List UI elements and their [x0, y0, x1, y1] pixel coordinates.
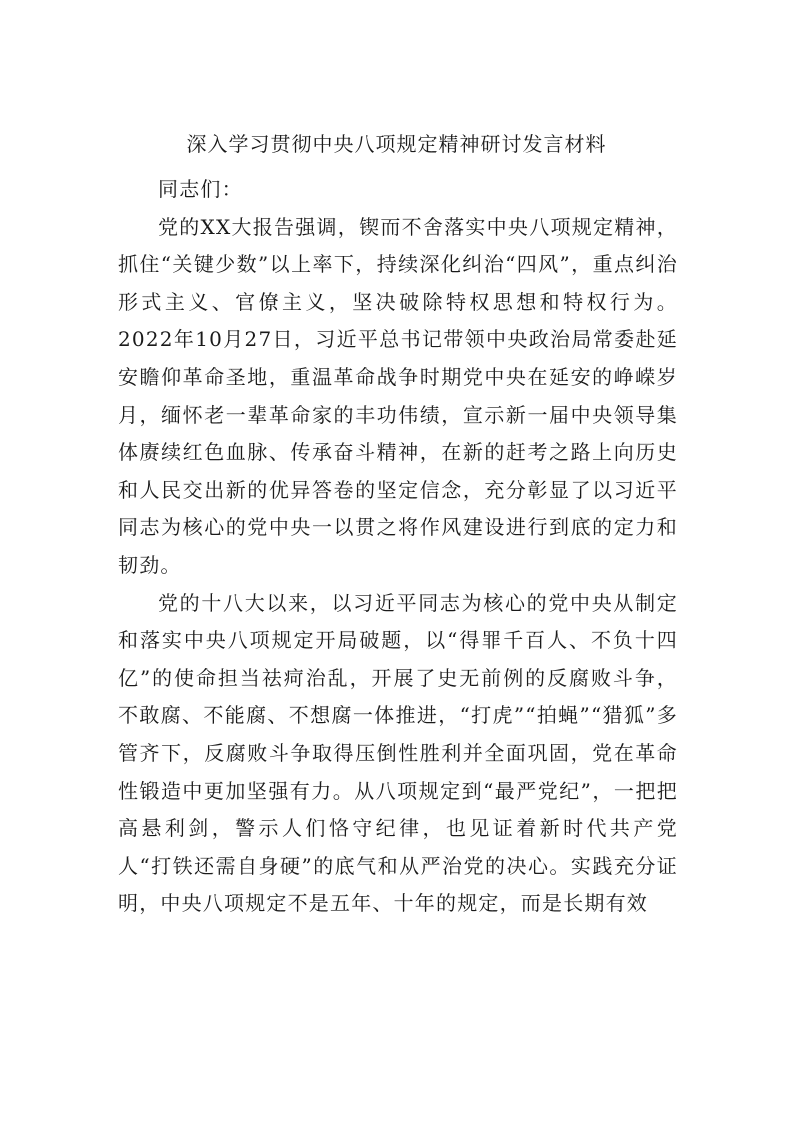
paragraph-2: 党的十八大以来，以习近平同志为核心的党中央从制定和落实中央八项规定开局破题，以“得罪千百人、不负十四亿”的使命担当祛疴治乱，开展了史无前例的反腐败斗争，不敢腐、不能腐、不想腐一体推进，“打虎”“拍蝇”“猎狐”多管齐下，反腐败斗争取得压倒性胜利并全面巩固，党在革命性锻造中更加坚强有力。从八项规定到“最严党纪”，一把把高悬利剑，警示人们恪守纪律，也见证着新时代共产党人“打铁还需自身硬”的底气和从严治党的决心。实践充分证明，中央八项规定不是五年、十年的规定，而是长期有效: [118, 590, 678, 916]
paragraph-1: 党的XX大报告强调，锲而不舍落实中央八项规定精神，抓住“关键少数”以上率下，持续深化纠治“四风”，重点纠治形式主义、官僚主义，坚决破除特权思想和特权行为。2022年10月27日，习近平总书记带领中央政治局常委赴延安瞻仰革命圣地，重温革命战争时期党中央在延安的峥嵘岁月，缅怀老一辈革命家的丰功伟绩，宣示新一届中央领导集体赓续红色血脉、传承奋斗精神，在新的赶考之路上向历史和人民交出新的优异答卷的坚定信念，充分彰显了以习近平同志为核心的党中央一以贯之将作风建设进行到底的定力和韧劲。: [118, 214, 678, 577]
salutation: 同志们：: [158, 177, 243, 201]
document-body: [118, 171, 678, 923]
document-title: 深入学习贯彻中央八项规定精神研讨发言材料: [186, 132, 607, 156]
